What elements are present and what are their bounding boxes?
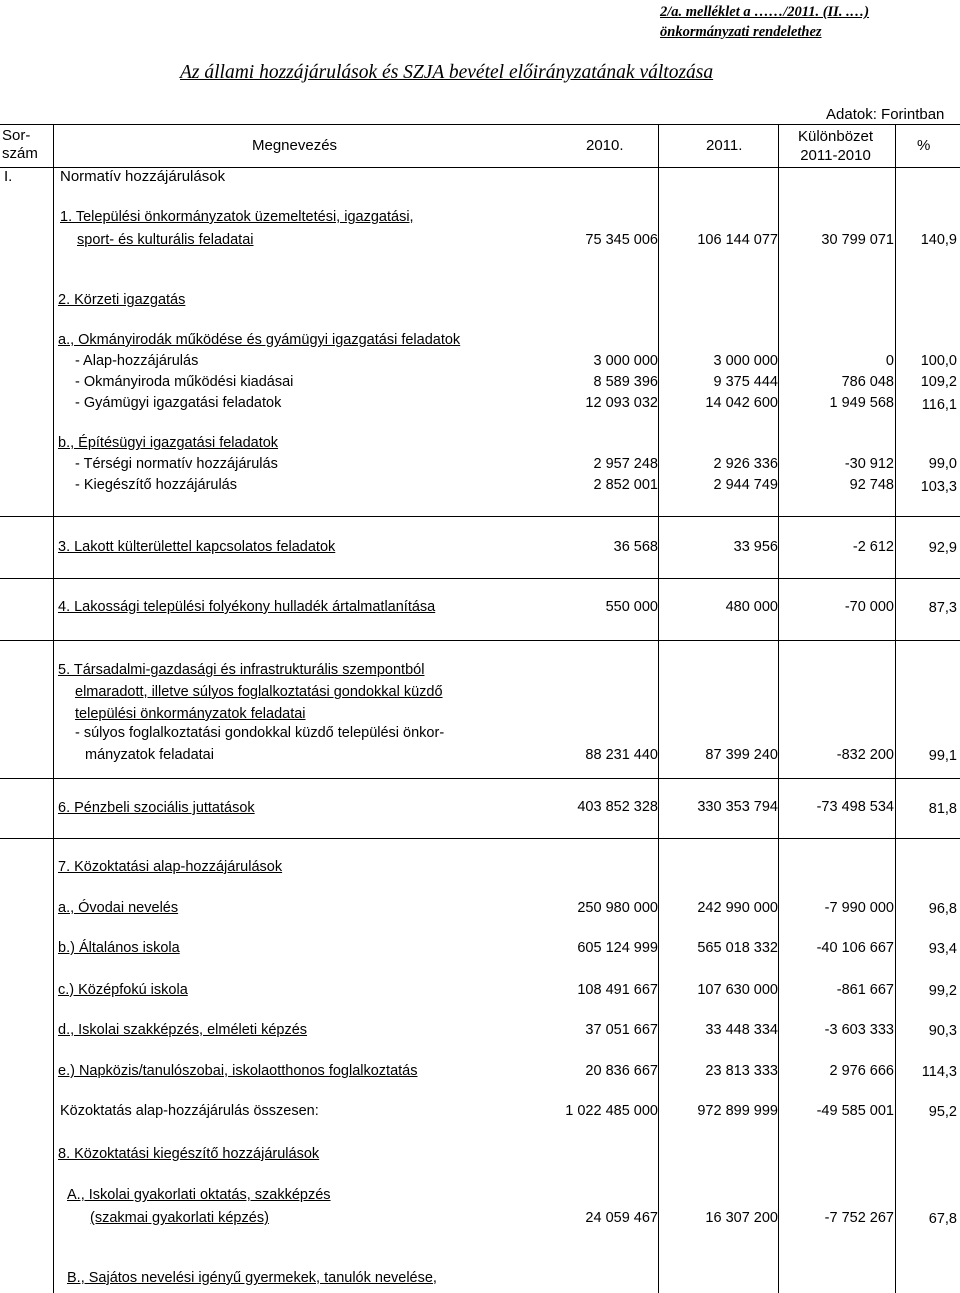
- col-header-sorszam: [2, 127, 38, 163]
- value-pct: 103,3: [920, 479, 957, 495]
- value-2011: 3 000 000: [713, 353, 778, 369]
- value-2011: 242 990 000: [697, 900, 778, 916]
- column-divider: [658, 124, 659, 1293]
- kulonbozet-line-2: 2011-2010: [800, 147, 871, 164]
- row-label: b., Építésügyi igazgatási feladatok: [58, 435, 279, 451]
- row-label: a., Óvodai nevelés: [58, 900, 179, 916]
- row-label: - Kiegészítő hozzájárulás: [75, 477, 237, 493]
- value-pct: 90,3: [928, 1023, 957, 1039]
- value-2010: 403 852 328: [577, 799, 658, 815]
- row-sublabel: (szakmai gyakorlati képzés): [90, 1210, 269, 1226]
- col-header-pct: %: [917, 137, 931, 154]
- col-header-2011: 2011.: [706, 137, 743, 154]
- value-2011: 33 956: [733, 539, 778, 555]
- row-label: - Alap-hozzájárulás: [75, 353, 199, 369]
- value-pct: 140,9: [920, 232, 957, 248]
- row-label: - Gyámügyi igazgatási feladatok: [75, 395, 282, 411]
- value-diff: -49 585 001: [816, 1103, 894, 1119]
- value-diff: -73 498 534: [816, 799, 894, 815]
- value-2011: 106 144 077: [697, 232, 778, 248]
- value-diff: -40 106 667: [816, 940, 894, 956]
- value-diff: 1 949 568: [829, 395, 894, 411]
- value-2011: 107 630 000: [697, 982, 778, 998]
- value-2011: 23 813 333: [705, 1063, 778, 1079]
- value-diff: 30 799 071: [821, 232, 894, 248]
- value-pct: 99,1: [928, 748, 957, 764]
- value-2011: 2 926 336: [713, 456, 778, 472]
- value-2010: 3 000 000: [593, 353, 658, 369]
- value-pct: 92,9: [928, 540, 957, 556]
- page-title: Az állami hozzájárulások és SZJA bevétel előirányzatának változása: [180, 62, 714, 83]
- col-header-2010: 2010.: [586, 137, 624, 154]
- row-sublabel: települési önkormányzatok feladatai: [75, 706, 306, 722]
- column-divider: [778, 124, 779, 1293]
- row-separator: [0, 640, 960, 641]
- row-label: 2. Körzeti igazgatás: [58, 292, 186, 308]
- value-2010: 108 491 667: [577, 982, 658, 998]
- value-diff: -70 000: [844, 599, 894, 615]
- value-2011: 33 448 334: [705, 1022, 778, 1038]
- value-2010: 1 022 485 000: [565, 1103, 658, 1119]
- value-2010: 605 124 999: [577, 940, 658, 956]
- value-2011: 2 944 749: [713, 477, 778, 493]
- sorszam-line-1: Sor-: [2, 127, 31, 144]
- row-label: 1. Települési önkormányzatok üzemeltetési, igazgatási,: [60, 209, 414, 225]
- value-2011: 480 000: [725, 599, 778, 615]
- row-label: 4. Lakossági települési folyékony hulladék ártalmatlanítása: [58, 599, 436, 615]
- kulonbozet-line-1: Különbözet: [798, 128, 874, 145]
- value-pct: 100,0: [920, 353, 957, 369]
- row-label: e.) Napközis/tanulószobai, iskolaotthonos foglalkoztatás: [58, 1063, 418, 1079]
- value-pct: 81,8: [928, 801, 957, 817]
- row-sublabel: elmaradott, illetve súlyos foglalkoztatási gondokkal küzdő: [75, 684, 443, 700]
- total-label: Közoktatás alap-hozzájárulás összesen:: [60, 1103, 319, 1119]
- value-2010: 88 231 440: [585, 747, 658, 763]
- row-separator: [0, 778, 960, 779]
- value-pct: 95,2: [928, 1104, 957, 1120]
- row-separator: [0, 578, 960, 579]
- row-label: B., Sajátos nevelési igényű gyermekek, tanulók nevelése,: [67, 1270, 437, 1286]
- row-separator: [0, 516, 960, 517]
- value-pct: 96,8: [928, 901, 957, 917]
- value-2010: 20 836 667: [585, 1063, 658, 1079]
- col-header-megnevezes: Megnevezés: [252, 137, 338, 154]
- value-pct: 93,4: [928, 941, 957, 957]
- value-diff: -2 612: [852, 539, 894, 555]
- row-label: d., Iskolai szakképzés, elméleti képzés: [58, 1022, 308, 1038]
- value-2010: 75 345 006: [585, 232, 658, 248]
- value-diff: -861 667: [836, 982, 894, 998]
- value-2010: 24 059 467: [585, 1210, 658, 1226]
- value-2011: 330 353 794: [697, 799, 778, 815]
- value-2011: 14 042 600: [705, 395, 778, 411]
- row-label: 7. Közoktatási alap-hozzájárulások: [58, 859, 283, 875]
- value-diff: -7 990 000: [824, 900, 894, 916]
- value-2010: 250 980 000: [577, 900, 658, 916]
- row-sublabel: - súlyos foglalkoztatási gondokkal küzdő települési önkor-: [75, 725, 445, 741]
- value-diff: 2 976 666: [829, 1063, 894, 1079]
- row-label: A., Iskolai gyakorlati oktatás, szakképzés: [67, 1187, 331, 1203]
- row-label: b.) Általános iskola: [58, 940, 180, 956]
- value-2010: 8 589 396: [593, 374, 658, 390]
- row-label: 5. Társadalmi-gazdasági és infrastrukturális szempontból: [58, 662, 425, 678]
- value-2010: 36 568: [613, 539, 658, 555]
- column-divider: [895, 124, 896, 1293]
- annex-line-1: 2/a. melléklet a ……/2011. (II. .…): [660, 4, 870, 20]
- value-2011: 87 399 240: [705, 747, 778, 763]
- row-label: 3. Lakott külterülettel kapcsolatos feladatok: [58, 539, 336, 555]
- value-2010: 12 093 032: [585, 395, 658, 411]
- value-pct: 99,2: [928, 983, 957, 999]
- value-2011: 16 307 200: [705, 1210, 778, 1226]
- annex-line-2: önkormányzati rendelethez: [660, 24, 822, 40]
- row-label: 8. Közoktatási kiegészítő hozzájárulások: [58, 1146, 320, 1162]
- value-pct: 109,2: [920, 374, 957, 390]
- row-separator: [0, 838, 960, 839]
- section-title: Normatív hozzájárulások: [60, 168, 226, 185]
- value-pct: 87,3: [928, 600, 957, 616]
- value-diff: -3 603 333: [824, 1022, 894, 1038]
- value-2010: 2 852 001: [593, 477, 658, 493]
- row-label: a., Okmányirodák működése és gyámügyi igazgatási feladatok: [58, 332, 461, 348]
- row-label: - Okmányiroda működési kiadásai: [75, 374, 294, 390]
- row-label: c.) Középfokú iskola: [58, 982, 188, 998]
- row-label: 6. Pénzbeli szociális juttatások: [58, 800, 255, 816]
- section-number: I.: [4, 168, 13, 185]
- row-sublabel: sport- és kulturális feladatai: [77, 232, 254, 248]
- value-diff: 0: [885, 353, 894, 369]
- row-label: - Térségi normatív hozzájárulás: [75, 456, 278, 472]
- column-divider: [53, 124, 54, 1293]
- sorszam-line-2: szám: [2, 145, 38, 162]
- value-2011: 972 899 999: [697, 1103, 778, 1119]
- header-top-border: [0, 124, 960, 125]
- value-diff: 92 748: [849, 477, 894, 493]
- value-diff: -7 752 267: [824, 1210, 894, 1226]
- unit-label: Adatok: Forintban: [826, 106, 945, 123]
- row-sublabel: mányzatok feladatai: [85, 747, 214, 763]
- value-2010: 2 957 248: [593, 456, 658, 472]
- annex-reference: [660, 2, 869, 42]
- value-pct: 67,8: [928, 1211, 957, 1227]
- value-diff: 786 048: [841, 374, 894, 390]
- value-diff: -832 200: [836, 747, 894, 763]
- value-2010: 37 051 667: [585, 1022, 658, 1038]
- value-pct: 116,1: [921, 397, 957, 413]
- value-2011: 9 375 444: [713, 374, 778, 390]
- value-pct: 114,3: [921, 1064, 957, 1080]
- value-pct: 99,0: [928, 456, 957, 472]
- value-2010: 550 000: [605, 599, 658, 615]
- value-diff: -30 912: [844, 456, 894, 472]
- col-header-kulonbozet: [798, 127, 873, 165]
- value-2011: 565 018 332: [697, 940, 778, 956]
